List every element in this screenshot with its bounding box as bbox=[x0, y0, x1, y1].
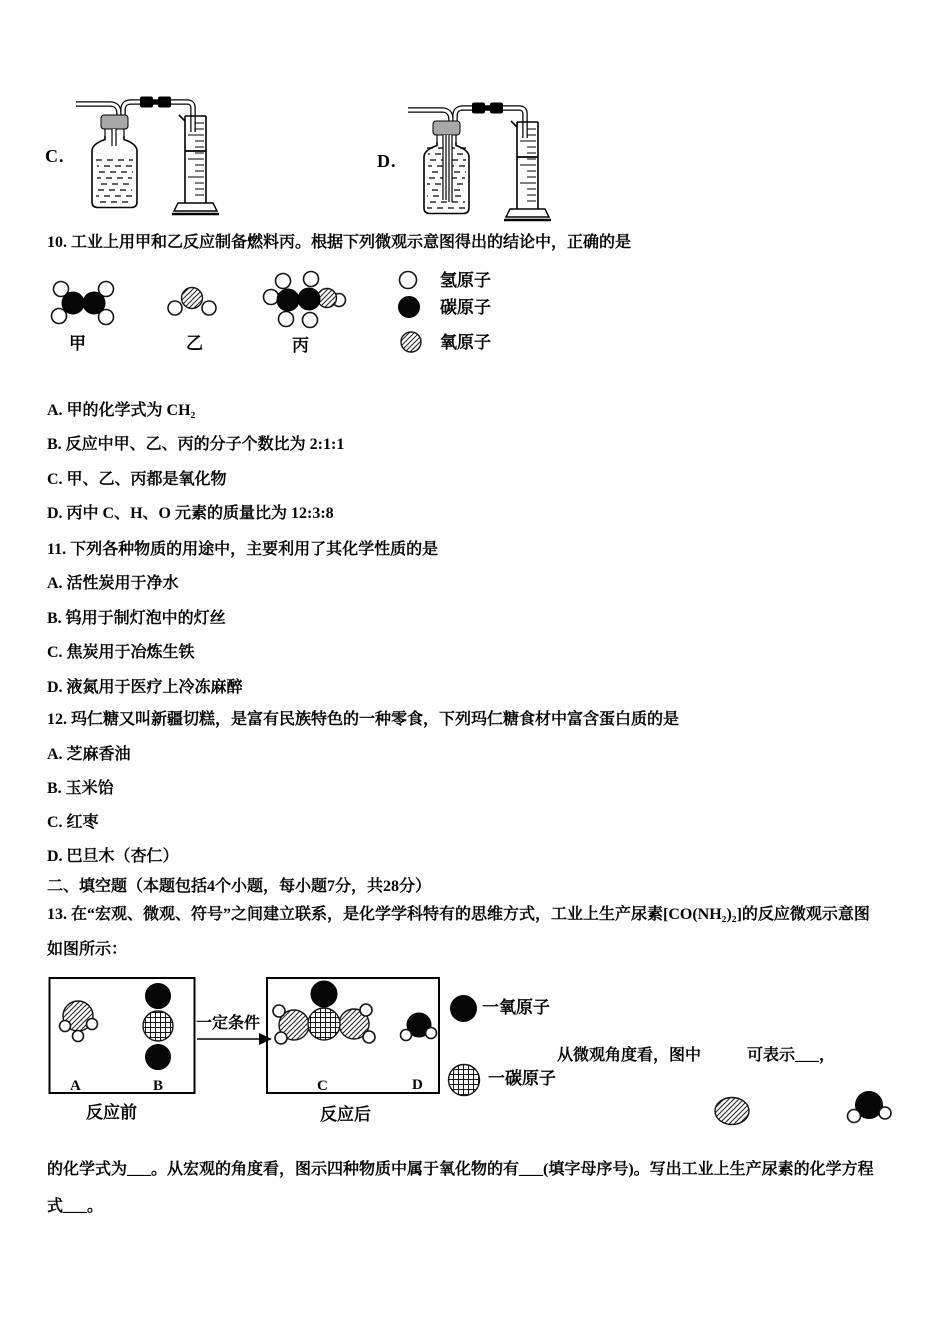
hydrogen-atom bbox=[363, 1031, 375, 1043]
q13-tail-line-1: 的化学式为___。从宏观的角度看，图示四种物质中属于氧化物的有___(填字母序号)。写出工业上生产尿素的化学方程 bbox=[47, 1161, 874, 1178]
molecule-jia bbox=[52, 282, 114, 325]
hydrogen-legend-icon bbox=[400, 272, 417, 289]
legend-carbon-label: 碳原子 bbox=[440, 298, 491, 317]
cylinder-base bbox=[506, 209, 549, 217]
q13-reaction-diagram bbox=[48, 975, 442, 1097]
carbon-atom bbox=[143, 1011, 173, 1041]
micro-question-right: 可表示___， bbox=[747, 1047, 836, 1064]
oxygen-legend-icon bbox=[450, 995, 477, 1022]
reaction-arrow bbox=[197, 1033, 272, 1045]
apparatus-d-label: D. bbox=[377, 151, 397, 171]
oxygen-atom bbox=[146, 1045, 171, 1070]
bottle-stopper bbox=[101, 115, 128, 129]
question-10-stem: 10. 工业上用甲和乙反应制备燃料丙。根据下列微观示意图得出的结论中，正确的是 bbox=[47, 234, 632, 251]
after-reaction-label: 反应后 bbox=[320, 1105, 371, 1124]
q10-option-c: C. 甲、乙、丙都是氧化物 bbox=[47, 471, 227, 488]
hydrogen-atom bbox=[273, 1005, 285, 1017]
legend-hydrogen-label: 氢原子 bbox=[440, 271, 491, 290]
hatched-atom-figure bbox=[711, 1094, 753, 1128]
q12-option-d: D. 巴旦木（杏仁） bbox=[47, 848, 179, 865]
q12-option-a: A. 芝麻香油 bbox=[47, 746, 131, 763]
hydrogen-atom bbox=[426, 1028, 437, 1039]
bottle-liquid bbox=[96, 160, 133, 202]
hydrogen-atom bbox=[401, 1030, 412, 1041]
hydrogen-atom bbox=[303, 313, 318, 328]
apparatus-c-label: C. bbox=[45, 146, 65, 166]
molecule-bing bbox=[264, 272, 346, 328]
carbon-atom bbox=[277, 289, 299, 311]
hydrogen-atom bbox=[87, 1019, 98, 1030]
question-12-stem: 12. 玛仁糖又叫新疆切糕，是富有民族特色的一种零食，下列玛仁糖食材中富含蛋白质的是 bbox=[47, 711, 680, 728]
q10-option-b: B. 反应中甲、乙、丙的分子个数比为 2:1:1 bbox=[47, 436, 345, 453]
legend-carbon-atom-label: 一碳原子 bbox=[488, 1069, 556, 1088]
hydrogen-atom bbox=[304, 272, 319, 287]
hydrogen-atom bbox=[360, 1004, 372, 1016]
q10-molecule-diagram bbox=[48, 266, 448, 362]
oxygen-atom bbox=[146, 984, 171, 1009]
molecule-d-label: D bbox=[412, 1077, 423, 1093]
legend-oxygen-label: 氧原子 bbox=[440, 333, 491, 352]
hydrogen-atom bbox=[279, 312, 294, 327]
gas-apparatus-c-diagram bbox=[74, 92, 224, 218]
carbon-atom bbox=[62, 292, 84, 314]
carbon-legend-icon bbox=[399, 297, 420, 318]
water-molecule-figure bbox=[845, 1088, 897, 1128]
molecule-jia-label: 甲 bbox=[69, 334, 86, 353]
question-13-stem2: 如图所示： bbox=[47, 941, 128, 958]
molecule-yi bbox=[168, 288, 216, 316]
hydrogen-atom bbox=[276, 274, 291, 289]
q12-option-c: C. 红枣 bbox=[47, 814, 99, 831]
molecule-b-carbon-dioxide bbox=[143, 984, 173, 1070]
outlet-tube bbox=[123, 102, 193, 132]
q10-legend-symbols bbox=[399, 272, 422, 353]
hydrogen-atom bbox=[879, 1107, 891, 1119]
cylinder-base bbox=[174, 203, 217, 211]
legend-oxygen-atom-label: 一氧原子 bbox=[482, 998, 550, 1017]
molecule-a-ammonia bbox=[60, 1001, 98, 1042]
oxygen-atom bbox=[311, 981, 337, 1007]
question-13-stem: 13. 在“宏观、微观、符号”之间建立联系，是化学学科特有的思维方式，工业上生产尿素[CO(NH₂)₂]的反应微观示意图 bbox=[47, 906, 870, 923]
reaction-condition-label: 一定条件 bbox=[196, 1015, 261, 1032]
carbon-atom bbox=[308, 1008, 340, 1040]
hydrogen-atom bbox=[60, 1021, 71, 1032]
section-2-heading: 二、填空题（本题包括4个小题，每小题7分，共28分） bbox=[47, 878, 432, 895]
oxygen-atom bbox=[182, 288, 203, 309]
oxygen-legend-icon bbox=[401, 332, 421, 352]
gas-apparatus-d-diagram bbox=[406, 98, 556, 224]
question-11-stem: 11. 下列各种物质的用途中，主要利用了其化学性质的是 bbox=[47, 541, 439, 558]
molecule-a-label: A bbox=[70, 1078, 81, 1094]
molecule-bing-label: 丙 bbox=[292, 336, 309, 355]
molecule-c-urea bbox=[273, 981, 375, 1044]
hydrogen-atom bbox=[168, 301, 182, 315]
hydrogen-atom bbox=[264, 290, 279, 305]
hydrogen-atom bbox=[202, 301, 216, 315]
carbon-legend-icon bbox=[446, 1062, 482, 1098]
before-reaction-label: 反应前 bbox=[86, 1103, 137, 1122]
q13-tail-line-2: 式___。 bbox=[47, 1198, 104, 1215]
hydrogen-atom bbox=[73, 1031, 84, 1042]
q10-option-a: A. 甲的化学式为 CH₂ bbox=[47, 402, 196, 419]
carbon-atom bbox=[298, 288, 320, 310]
carbon-atom bbox=[83, 292, 105, 314]
q11-option-a: A. 活性炭用于净水 bbox=[47, 575, 179, 592]
hydrogen-atom bbox=[848, 1110, 861, 1123]
q11-option-b: B. 钨用于制灯泡中的灯丝 bbox=[47, 610, 226, 627]
q11-option-c: C. 焦炭用于冶炼生铁 bbox=[47, 644, 195, 661]
pinch-clamp bbox=[140, 97, 171, 108]
pinch-clamp bbox=[472, 103, 503, 114]
micro-question-left: 从微观角度看，图中 bbox=[557, 1047, 702, 1064]
hydrogen-atom bbox=[275, 1032, 287, 1044]
molecule-yi-label: 乙 bbox=[186, 334, 203, 353]
molecule-b-label: B bbox=[153, 1078, 164, 1094]
hydrogen-atom bbox=[52, 309, 67, 324]
molecule-d-water bbox=[401, 1013, 437, 1041]
bottle-stopper bbox=[433, 121, 460, 135]
q12-option-b: B. 玉米饴 bbox=[47, 780, 114, 797]
q10-option-d: D. 丙中 C、H、O 元素的质量比为 12:3:8 bbox=[47, 505, 334, 522]
q11-option-d: D. 液氮用于医疗上冷冻麻醉 bbox=[47, 679, 243, 696]
molecule-c-label: C bbox=[317, 1078, 328, 1094]
